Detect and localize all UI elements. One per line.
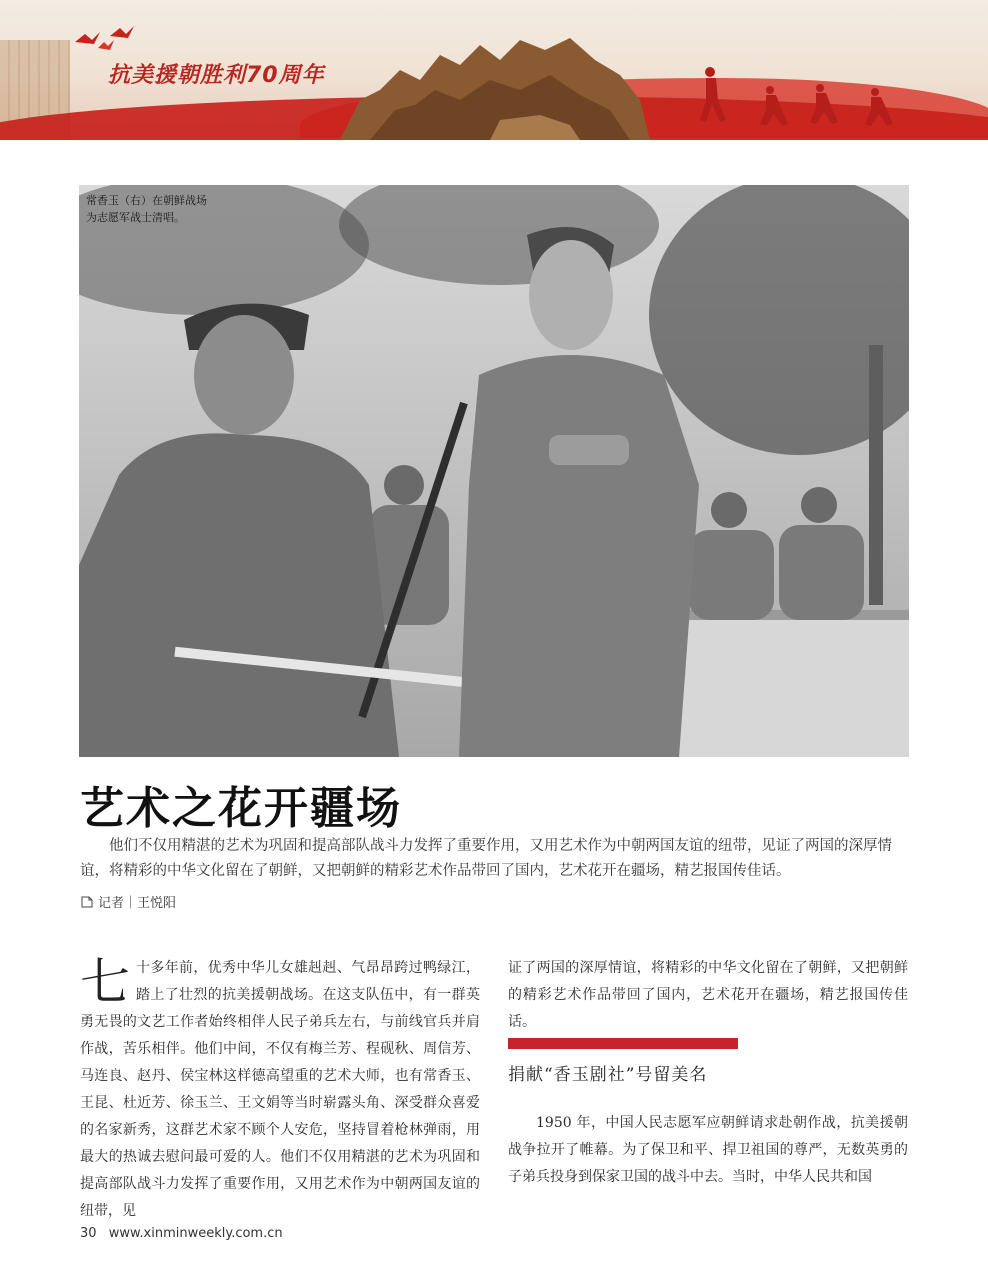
byline-text: 记者｜王悦阳 <box>98 896 177 911</box>
body-column-right-continued: 1950 年，中国人民志愿军应朝鲜请求赴朝作战，抗美援朝战争拉开了帷幕。为了保卫和平、捍卫祖国的尊严，无数英勇的子弟兵投身到保家卫国的战斗中去。当时，中华人民共和国 <box>508 1115 908 1185</box>
doves-icon <box>70 22 150 52</box>
performers-photo-image <box>79 185 909 757</box>
photo-caption: 常香玉（右）在朝鲜战场为志愿军战士清唱。 <box>86 194 207 224</box>
footer-url: www.xinminweekly.com.cn <box>108 1226 283 1241</box>
section-divider-bar <box>508 1038 738 1049</box>
header-banner <box>0 0 988 140</box>
banner-title: 抗美援朝胜利70周年 <box>108 63 325 88</box>
page-footer <box>80 1226 283 1241</box>
monument-sculpture-graphic <box>340 30 650 140</box>
byline <box>80 892 176 911</box>
page-number: 30 <box>80 1226 97 1241</box>
body-column-left <box>80 955 480 1225</box>
article-headline: 艺术之花开疆场 <box>80 783 402 834</box>
section-heading: 捐献“香玉剧社”号留美名 <box>508 1065 708 1085</box>
body-text-left: 十多年前，优秀中华儿女雄赳赳、气昂昂跨过鸭绿江，踏上了壮烈的抗美援朝战场。在这支队伍中，有一群英勇无畏的文艺工作者始终相伴人民子弟兵左右，与前线官兵并肩作战，苦乐相伴。他们中间，不仅有梅兰芳、程砚秋、周信芳、马连良、赵丹、侯宝林这样德高望重的艺术大师，也有常香玉、王昆、杜近芳、徐玉兰、王文娟等当时崭露头角、深受群众喜爱的名家新秀，这群艺术家不顾个人安危，坚持冒着枪林弹雨，用最大的热诚去慰问最可爱的人。他们不仅用精湛的艺术为巩固和提高部队战斗力发挥了重要作用，又用艺术作为中朝两国友谊的纽带，见 <box>80 960 480 1219</box>
body-column-right: 证了两国的深厚情谊，将精彩的中华文化留在了朝鲜，又把朝鲜的精彩艺术作品带回了国内，艺术花开在疆场，精艺报国传佳话。 <box>508 960 908 1030</box>
article-lede: 他们不仅用精湛的艺术为巩固和提高部队战斗力发挥了重要作用，又用艺术作为中朝两国友谊的纽带，见证了两国的深厚情谊，将精彩的中华文化留在了朝鲜，又把朝鲜的精彩艺术作品带回了国内，艺术花开在疆场，精艺报国传佳话。 <box>80 838 892 879</box>
soldier-silhouettes-graphic <box>660 60 920 130</box>
article-photo <box>79 185 909 757</box>
drop-cap: 七 <box>80 953 130 1011</box>
pen-icon <box>80 895 94 909</box>
